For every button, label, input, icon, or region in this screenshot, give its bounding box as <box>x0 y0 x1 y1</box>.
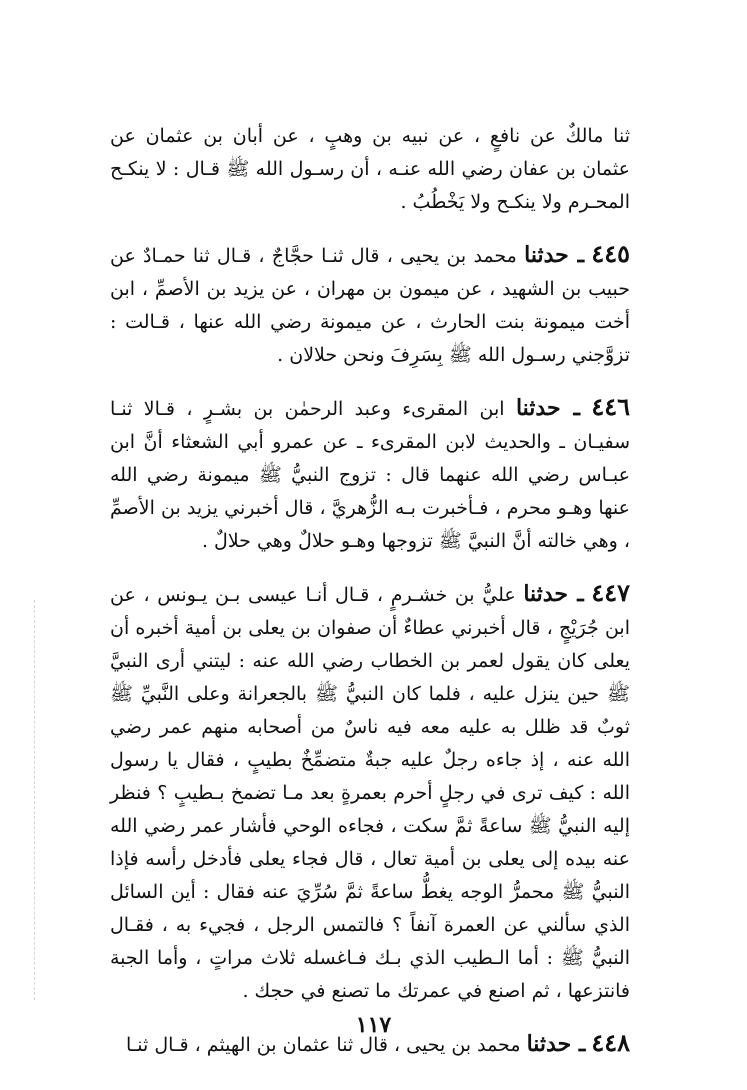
hadith-446 <box>110 390 630 558</box>
hadith-number: ٤٤٦ <box>591 392 630 421</box>
hadith-keyword: ـ حدثنا <box>515 395 580 421</box>
hadith-text: ابن المقرىء وعبد الرحمٰن بن بشـرٍ ، قـالا ثنـا سفيـان ـ والحديث لابن المقرىء ـ عن عمرو أبي الشعثاء أنَّ ابن عبـاس رضي الله عنهما قال : تزوج النبيُّ ﷺ ميمونة رضي الله عنها وهـو محرم ، فـأخبرت بـه الزُّهريَّ ، قال أخبرني يزيد بن الأصمِّ ، وهي خالته أنَّ النبيَّ ﷺ تزوجها وهـو حلالٌ وهي حلالٌ . <box>110 398 630 552</box>
hadith-number: ٤٤٧ <box>591 578 630 607</box>
page-number: ١١٧ <box>355 1012 392 1038</box>
hadith-keyword: ـ حدثنا <box>524 242 585 268</box>
hadith-number: ٤٤٨ <box>591 1028 630 1057</box>
page-body <box>110 120 630 1062</box>
scan-margin-line <box>34 600 36 1000</box>
intro-paragraph: ثنا مالكٌ عن نافعٍ ، عن نبيه بن وهبٍ ، عن أبان بن عثمان عن عثمان بن عفان رضي الله عنـه ، أن رسـول الله ﷺ قـال : لا ينكـح المحـرم ولا ينكـح ولا يَخْطُبُ . <box>110 125 630 213</box>
hadith-447 <box>110 576 630 1008</box>
hadith-number: ٤٤٥ <box>591 239 630 268</box>
hadith-keyword: ـ حدثنا <box>523 581 584 607</box>
hadith-445 <box>110 237 630 372</box>
hadith-text: محمد بن يحيى ، قال ثنـا حجَّاجٌ ، قـال ثنا حمـادٌ عن حبيب بن الشهيد ، عن ميمون بن مهران ، عن يزيد بن الأصمِّ ، ابن أخت ميمونة بنت الحارث ، عن ميمونة رضي الله عنها ، قـالت : تزوَّجني رسـول الله ﷺ بِسَرِفَ ونحن حلالان . <box>110 245 630 366</box>
hadith-text: عليُّ بن خشـرمٍ ، قـال أنـا عيسى بـن يـونس ، عن ابن جُرَيْجٍ ، قال أخبرني عطاءٌ أن صفوان بن يعلى بن أمية أخبره أن يعلى كان يقول لعمر بن الخطاب رضي الله عنه : ليتني أرى النبيَّ ﷺ حين ينزل عليه ، فلما كان النبيُّ ﷺ بالجعرانة وعلى النَّبيِّ ﷺ ثوبٌ قد ظلل به عليه معه فيه ناسٌ من أصحابه منهم عمر رضي الله عنه ، إذ جاءه رجلٌ عليه جبةٌ متضمِّخٌ بطيبٍ ، فقال يا رسول الله : كيف ترى في رجلٍ أحرم بعمرةٍ بعد مـا تضمخ بـطيبٍ ؟ فنظر إليه النبيُّ ﷺ ساعةً ثمَّ سكت ، فجاءه الوحي فأشار عمر رضي الله عنه بيده إلى يعلى بن أمية تعال ، قال فجاء يعلى فأدخل رأسه فإذا النبيُّ ﷺ محمرُّ الوجه يغطُّ ساعةً ثمَّ سُرِّيَ عنه فقال : أين السائل الذي سألني عن العمرة آنفاً ؟ فالتمس الرجل ، فجيء به ، فقـال النبيُّ ﷺ : أما الـطيب الذي بـك فـاغسله ثلاث مراتٍ ، وأما الجبة فانتزعها ، ثم اصنع في عمرتك ما تصنع في حجك . <box>110 584 630 1002</box>
hadith-text: محمد بن يحيى ، قال ثنا عثمان بن الهيثم ، قـال ثنـا <box>125 1034 521 1056</box>
hadith-keyword: ـ حدثنا <box>526 1031 586 1057</box>
